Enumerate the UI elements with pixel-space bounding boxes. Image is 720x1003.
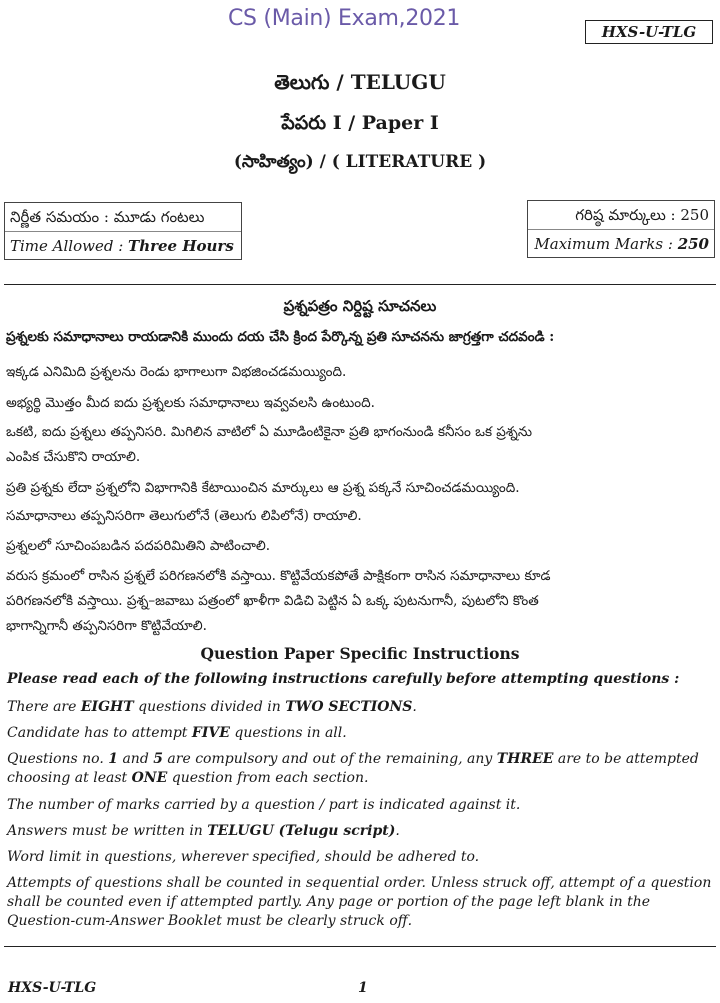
telugu-instruction-line: ప్రతి ప్రశ్నకు లేదా ప్రశ్నలోని విభాగానికి కేటాయించిన మార్కులు ఆ ప్రశ్న పక్కనే సూచించడమయ్యింది.	[6, 480, 520, 496]
english-instruction-line: Attempts of questions shall be counted in sequential order. Unless struck off, attempt of a question shall be counted even if attempted partly. Any page or portion of the page left blank in the Question-cum-Answer Booklet must be clearly struck off.	[7, 875, 712, 929]
english-instruction-line	[7, 822, 719, 841]
instruction-emphasis: TWO SECTIONS	[285, 699, 413, 715]
instruction-text: question from each section.	[167, 770, 369, 786]
instruction-text: Questions no.	[7, 751, 109, 767]
telugu-instructions-intro: ప్రశ్నలకు సమాధానాలు రాయడానికి ముందు దయ చేసి క్రింద పేర్కొన్న ప్రతి సూచనను జాగ్రత్తగా చదవండి :	[6, 329, 555, 345]
telugu-instruction-line: సమాధానాలు తప్పనిసరిగా తెలుగులోనే (తెలుగు లిపిలోనే) రాయాలి.	[6, 508, 362, 524]
english-instruction-line: The number of marks carried by a question / part is indicated against it.	[7, 797, 521, 813]
time-allowed-label: Time Allowed :	[10, 237, 129, 255]
telugu-instruction-line: ఎంపిక చేసుకొని రాయాలి.	[6, 449, 141, 465]
instruction-text: questions in all.	[229, 725, 347, 741]
telugu-instruction-line: ఇక్కడ ఎనిమిది ప్రశ్నలను రెండు భాగాలుగా విభజించడమయ్యింది.	[6, 364, 347, 380]
instruction-emphasis: FIVE	[191, 725, 230, 741]
english-instructions-heading: Question Paper Specific Instructions	[200, 644, 520, 663]
instruction-emphasis: EIGHT	[80, 699, 134, 715]
telugu-instruction-line: ప్రశ్నలలో సూచింపబడిన పదపరిమితిని పాటించాలి.	[6, 538, 271, 554]
instruction-text: There are	[7, 699, 81, 715]
maximum-marks-label: Maximum Marks :	[534, 235, 678, 253]
instruction-text: .	[395, 823, 400, 839]
instruction-emphasis: 1	[108, 751, 118, 767]
instruction-emphasis: 5	[153, 751, 163, 767]
paper-code-box: HXS-U-TLG	[585, 20, 713, 44]
divider-top	[4, 284, 716, 285]
instruction-text: .	[412, 699, 417, 715]
english-instruction-line	[7, 698, 719, 717]
english-instruction-line	[7, 724, 719, 743]
time-allowed-box	[4, 202, 242, 260]
instruction-text: are compulsory and out of the remaining, any	[162, 751, 497, 767]
english-instruction-line	[7, 750, 719, 788]
maximum-marks-english	[528, 229, 714, 258]
instruction-emphasis: ONE	[131, 770, 168, 786]
instruction-text: questions divided in	[133, 699, 286, 715]
telugu-instruction-line: అభ్యర్థి మొత్తం మీద ఐదు ప్రశ్నలకు సమాధానాలు ఇవ్వవలసి ఉంటుంది.	[6, 395, 375, 411]
telugu-instruction-line: ఒకటి, ఐదు ప్రశ్నలు తప్పనిసరి. మిగిలిన వాటిలో ఏ మూడింటికైనా ప్రతి భాగంనుండి కనీసం ఒక ప్రశ్నను	[6, 424, 532, 440]
telugu-instruction-line: వరుస క్రమంలో రాసిన ప్రశ్నలే పరిగణనలోకి వస్తాయి. కొట్టివేయకపోతే పాక్షికంగా రాసిన సమాధానాలు కూడ	[6, 568, 551, 584]
instruction-text: Answers must be written in	[7, 823, 208, 839]
instruction-text: and	[118, 751, 154, 767]
subject-title: తెలుగు / TELUGU	[274, 70, 446, 94]
paper-title: పేపరు I / Paper I	[281, 112, 439, 134]
footer-paper-code: HXS-U-TLG	[8, 980, 97, 996]
time-allowed-telugu: నిర్ణీత సమయం : మూడు గంటలు	[10, 208, 205, 226]
english-instruction-line: Word limit in questions, wherever specified, should be adhered to.	[7, 849, 480, 865]
maximum-marks-telugu: గరిష్ఠ మార్కులు : 250	[575, 206, 709, 224]
instruction-text: Candidate has to attempt	[7, 725, 192, 741]
divider-bottom	[4, 946, 716, 947]
english-instructions-intro: Please read each of the following instructions carefully before attempting questions :	[7, 671, 680, 687]
page-number: 1	[358, 980, 368, 996]
telugu-instruction-line: పరిగణనలోకి వస్తాయి. ప్రశ్న–జవాబు పత్రంలో ఖాళీగా విడిచి పెట్టిన ఏ ఒక్క పుటనుగానీ, పుటలోని కొంత	[6, 593, 539, 609]
telugu-instructions-heading: ప్రశ్నపత్రం నిర్దిష్ట సూచనలు	[283, 297, 437, 315]
maximum-marks-value: 250	[677, 235, 709, 253]
telugu-instruction-line: భాగాన్నిగానీ తప్పనిసరిగా కొట్టివేయాలి.	[6, 618, 207, 634]
time-allowed-english	[5, 231, 241, 260]
instruction-emphasis: TELUGU (Telugu script)	[207, 823, 396, 839]
instruction-text: are to be attempted choosing at least	[7, 751, 699, 786]
instruction-emphasis: THREE	[496, 751, 554, 767]
time-allowed-value: Three Hours	[128, 237, 234, 255]
literature-title: (సాహిత్యం) / ( LITERATURE )	[233, 152, 487, 172]
maximum-marks-box	[527, 200, 715, 258]
exam-title: CS (Main) Exam,2021	[228, 6, 461, 31]
